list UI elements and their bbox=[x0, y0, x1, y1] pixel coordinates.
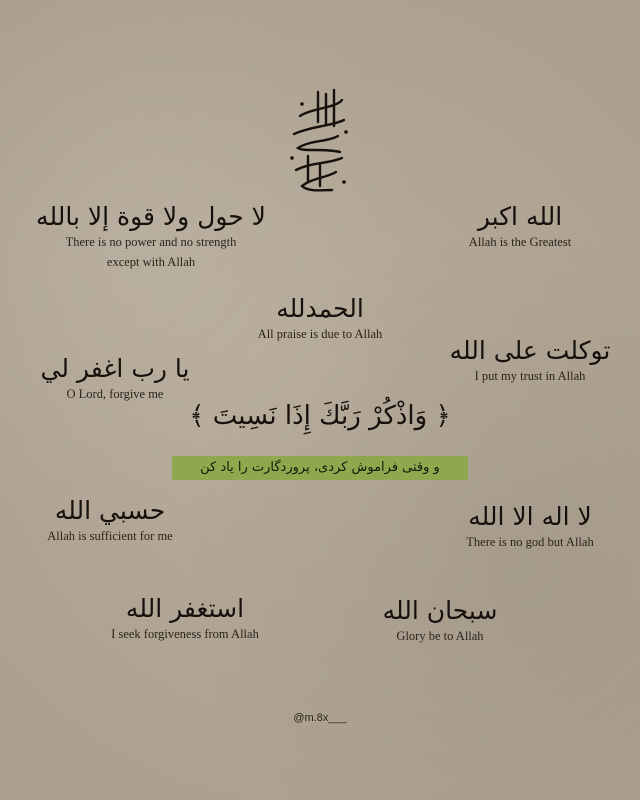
phrase-tawakkaltu-english: I put my trust in Allah bbox=[474, 369, 586, 383]
phrase-astaghfirullah-arabic: استغفر الله bbox=[125, 594, 245, 623]
phrase-la-hawla bbox=[20, 202, 282, 272]
phrase-la-hawla-english-line1: There is no power and no strength bbox=[65, 235, 237, 249]
phrase-allahu-akbar bbox=[440, 202, 600, 252]
phrase-subhanallah-english: Glory be to Allah bbox=[396, 629, 484, 643]
phrase-ya-rabb-arabic: يا رب اغفر لي bbox=[40, 354, 190, 383]
phrase-ya-rabb-english: O Lord, forgive me bbox=[66, 387, 164, 401]
phrase-la-hawla-english-line2: except with Allah bbox=[106, 255, 196, 269]
phrase-la-ilaha-arabic: لا اله الا الله bbox=[468, 502, 592, 531]
phrase-alhamdulillah-english: All praise is due to Allah bbox=[257, 327, 383, 341]
phrase-subhanallah bbox=[370, 596, 510, 646]
author-handle: @m.8x___ bbox=[293, 712, 347, 724]
quran-verse: ﴿ وَاذْكُرْ رَبَّكَ إِذَا نَسِيتَ ﴾ bbox=[189, 401, 451, 431]
phrase-allahu-akbar-arabic: الله اكبر bbox=[477, 202, 563, 231]
phrase-la-ilaha-english: There is no god but Allah bbox=[466, 535, 594, 549]
phrase-allahu-akbar-english: Allah is the Greatest bbox=[468, 235, 572, 249]
phrase-alhamdulillah bbox=[220, 294, 420, 344]
phrase-hasbi-english: Allah is sufficient for me bbox=[47, 529, 173, 543]
phrase-astaghfirullah-english: I seek forgiveness from Allah bbox=[111, 627, 259, 641]
phrase-astaghfirullah bbox=[90, 594, 280, 644]
phrase-tawakkaltu-arabic: توكلت على الله bbox=[449, 336, 611, 365]
phrase-la-hawla-arabic: لا حول ولا قوة إلا بالله bbox=[36, 202, 266, 231]
verse-translation-highlight: و وقتی فراموش کردی، پروردگارت را یاد کن bbox=[172, 456, 468, 480]
phrase-hasbi bbox=[20, 496, 200, 546]
phrase-tawakkaltu bbox=[430, 336, 630, 386]
phrase-subhanallah-arabic: سبحان الله bbox=[382, 596, 498, 625]
basmala-calligraphy-logo bbox=[282, 86, 358, 196]
phrase-la-ilaha bbox=[440, 502, 620, 552]
phrase-hasbi-arabic: حسبي الله bbox=[54, 496, 166, 525]
phrase-alhamdulillah-arabic: الحمدلله bbox=[276, 294, 364, 323]
phrase-ya-rabb bbox=[20, 354, 210, 404]
